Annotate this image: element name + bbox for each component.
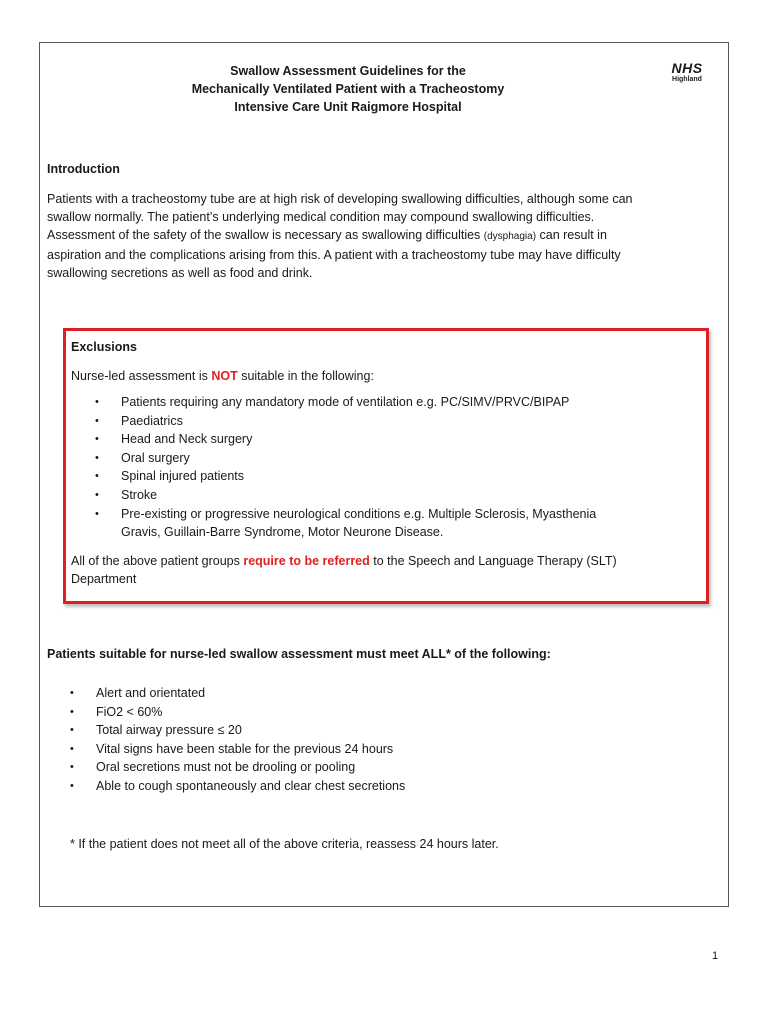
bullet-icon: •: [70, 687, 74, 699]
list-item: • Head and Neck surgery: [95, 430, 596, 449]
bullet-icon: •: [95, 396, 99, 408]
bullet-icon: •: [70, 761, 74, 774]
title-line-3: Intensive Care Unit Raigmore Hospital: [234, 100, 462, 114]
list-item: • Oral surgery: [95, 449, 596, 468]
bullet-icon: •: [95, 433, 99, 446]
nhs-logo: [660, 61, 714, 84]
bullet-icon: •: [70, 779, 74, 792]
document-title: [130, 62, 566, 116]
nhs-logo-brand: NHS: [671, 60, 703, 76]
page-number: 1: [712, 950, 719, 962]
bullet-icon: •: [95, 507, 99, 520]
list-item: • Vital signs have been stable for the previous 24 hours: [70, 740, 405, 759]
list-item: • Total airway pressure ≤ 20: [70, 721, 405, 740]
not-emphasis: NOT: [211, 369, 238, 383]
introduction-heading: Introduction: [47, 162, 120, 176]
list-item: • Paediatrics: [95, 412, 596, 431]
criteria-footnote: * If the patient does not meet all of the above criteria, reassess 24 hours later.: [70, 837, 499, 851]
criteria-list: [70, 684, 405, 796]
bullet-icon: •: [70, 742, 74, 755]
list-item: • Stroke: [95, 486, 596, 505]
intro-line: Assessment of the safety of the swallow is necessary as swallowing difficulties (dysphagia) can result in: [47, 228, 607, 242]
list-item: • FiO2 < 60%: [70, 703, 405, 722]
intro-line: swallowing secretions as well as food and drink.: [47, 266, 313, 280]
intro-line: aspiration and the complications arising from this. A patient with a tracheostomy tube may have difficulty: [47, 248, 621, 262]
bullet-icon: •: [70, 724, 74, 737]
bullet-icon: •: [95, 414, 99, 427]
criteria-heading: Patients suitable for nurse-led swallow assessment must meet ALL* of the following:: [47, 647, 551, 661]
exclusions-list: [95, 393, 596, 542]
list-item: • Pre-existing or progressive neurological conditions e.g. Multiple Sclerosis, Myasthenia: [95, 505, 596, 524]
list-item: • Spinal injured patients: [95, 467, 596, 486]
bullet-icon: •: [95, 488, 99, 501]
nhs-logo-region: Highland: [672, 76, 702, 83]
intro-line: swallow normally. The patient’s underlying medical condition may compound swallowing difficulties.: [47, 210, 595, 224]
list-item: • Oral secretions must not be drooling or pooling: [70, 758, 405, 777]
intro-line: Patients with a tracheostomy tube are at high risk of developing swallowing difficulties, although some can: [47, 192, 633, 206]
exclusions-heading: Exclusions: [71, 340, 137, 354]
exclusions-lead: Nurse-led assessment is NOT suitable in the following:: [71, 369, 374, 383]
referral-emphasis: require to be referred: [243, 554, 370, 568]
list-item: • Alert and orientated: [70, 684, 405, 703]
bullet-icon: •: [70, 705, 74, 718]
introduction-paragraph: [47, 190, 727, 282]
exclusions-referral-note: All of the above patient groups require to be referred to the Speech and Language Therapy (SLT) Department: [71, 554, 617, 586]
title-line-2: Mechanically Ventilated Patient with a Tracheostomy: [191, 82, 505, 96]
bullet-icon: •: [95, 451, 99, 464]
list-item-continuation: Gravis, Guillain-Barre Syndrome, Motor Neurone Disease.: [121, 525, 444, 540]
bullet-icon: •: [95, 470, 99, 483]
title-line-1: Swallow Assessment Guidelines for the: [230, 64, 466, 78]
list-item: • Patients requiring any mandatory mode of ventilation e.g. PC/SIMV/PRVC/BIPAP: [95, 393, 596, 412]
list-item: • Able to cough spontaneously and clear chest secretions: [70, 777, 405, 796]
